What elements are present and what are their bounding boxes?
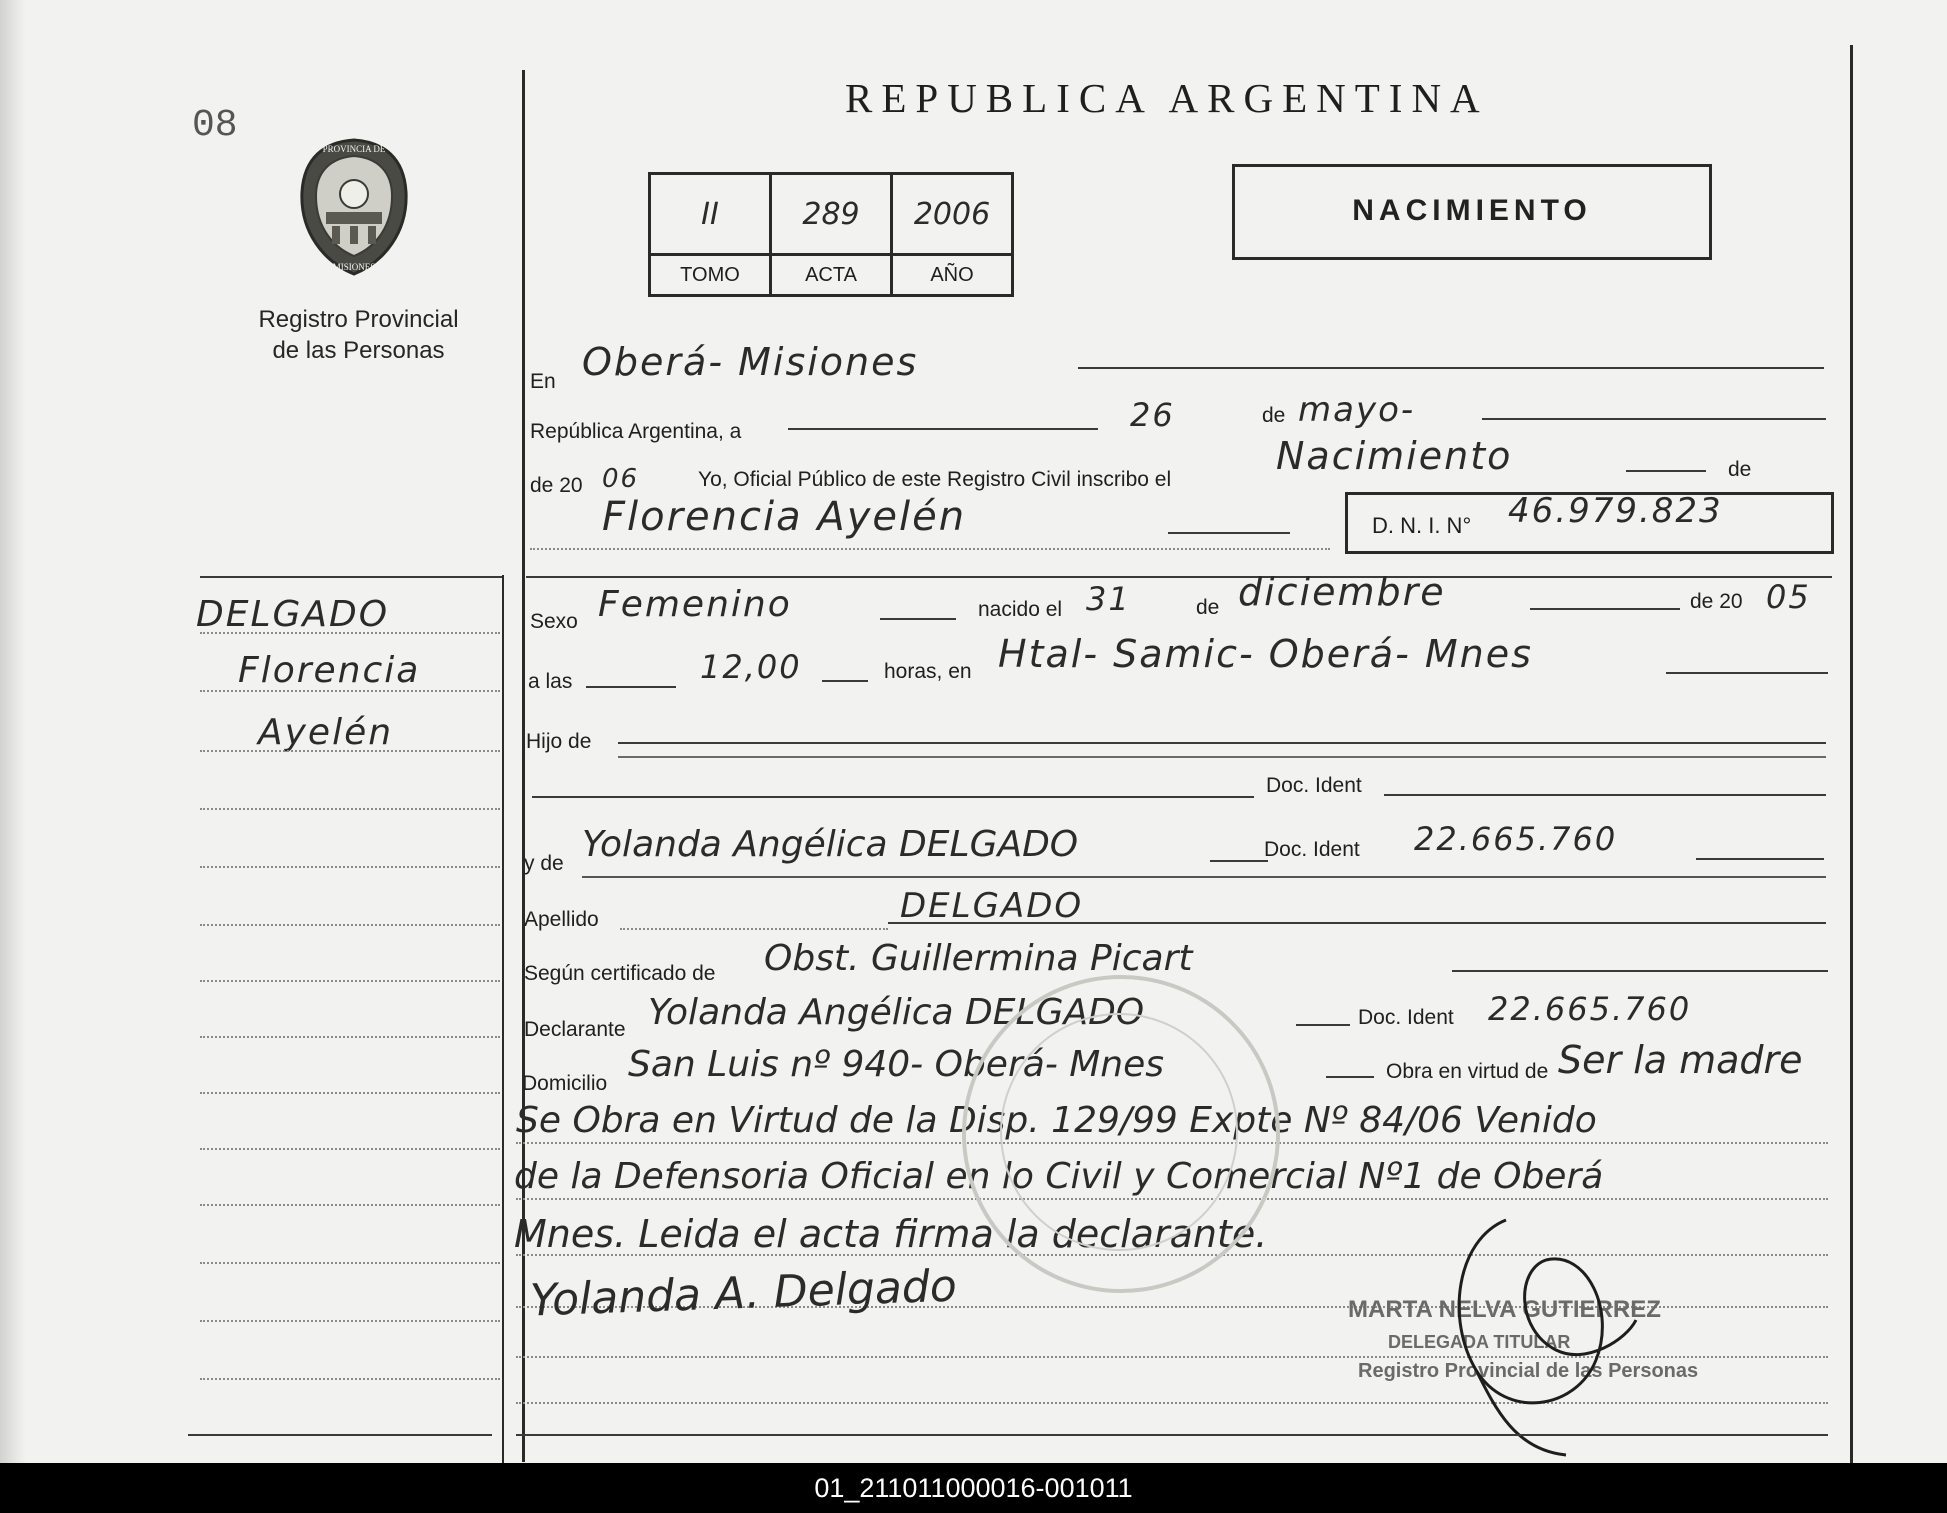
declarant-signature: Yolanda A. Delgado xyxy=(529,1260,958,1327)
margin-name-line1: DELGADO xyxy=(196,594,390,635)
value-lugar: Oberá- Misiones xyxy=(582,340,919,384)
label-segun: Según certificado de xyxy=(524,962,716,985)
value-apellido: DELGADO xyxy=(900,886,1084,926)
label-apellido: Apellido xyxy=(524,908,599,931)
label-de-2: de xyxy=(1196,596,1220,619)
label-de: de xyxy=(1262,404,1286,427)
section-rule xyxy=(526,576,1832,578)
line-sexo xyxy=(880,618,956,620)
value-nac-anio: 05 xyxy=(1766,578,1811,616)
official-office: Registro Provincial de las Personas xyxy=(1358,1360,1699,1382)
tomo-label: TOMO xyxy=(650,255,771,296)
line-tipo xyxy=(1626,470,1706,472)
margin-name-line2: Florencia xyxy=(238,650,421,691)
label-a-las: a las xyxy=(528,670,573,693)
value-dia: 26 xyxy=(1130,396,1175,434)
margin-line xyxy=(200,1036,500,1038)
line-nombre xyxy=(1168,532,1290,534)
value-mes: mayo- xyxy=(1298,390,1416,430)
line-mes xyxy=(1482,418,1826,420)
line-doc1-right xyxy=(1384,794,1826,796)
acta-value: 289 xyxy=(771,174,892,255)
margin-line xyxy=(200,690,500,692)
page-spine xyxy=(0,0,26,1463)
official-name: MARTA NELVA GUTIERREZ xyxy=(1348,1296,1661,1323)
value-domicilio: San Luis nº 940- Oberá- Mnes xyxy=(628,1044,1165,1085)
registry-label xyxy=(236,304,481,366)
value-anio: 06 xyxy=(602,464,640,494)
right-edge-rule xyxy=(1850,45,1853,1463)
line-y-de-base xyxy=(582,876,1826,878)
margin-line xyxy=(200,1378,500,1380)
line-en xyxy=(1078,367,1824,369)
country-title: REPUBLICA ARGENTINA xyxy=(845,75,1489,121)
value-nac-mes: diciembre xyxy=(1238,570,1446,614)
logo-text-top: PROVINCIA DE xyxy=(322,144,386,154)
value-lugar-nac: Htal- Samic- Oberá- Mnes xyxy=(998,632,1533,676)
label-de-end: de xyxy=(1728,458,1752,481)
record-box xyxy=(648,172,1014,297)
anio-label: AÑO xyxy=(892,255,1013,296)
line-declarante xyxy=(1296,1024,1350,1026)
label-de20-2: de 20 xyxy=(1690,590,1743,613)
line-lugar-nac xyxy=(1666,672,1828,674)
line-apellido xyxy=(888,922,1826,924)
value-nombre: Florencia Ayelén xyxy=(602,494,967,540)
document-type-box: NACIMIENTO xyxy=(1232,164,1712,260)
line-domicilio xyxy=(1326,1076,1374,1078)
margin-line xyxy=(200,1320,500,1322)
margin-line xyxy=(200,632,500,634)
footer-code: 01_211011000016-001011 xyxy=(0,1463,1947,1513)
value-madre: Yolanda Angélica DELGADO xyxy=(582,824,1079,865)
margin-line xyxy=(200,866,500,868)
value-certificado: Obst. Guillermina Picart xyxy=(764,938,1193,979)
value-madre-doc: 22.665.760 xyxy=(1414,820,1618,858)
label-hijo-de: Hijo de xyxy=(526,730,592,753)
label-sexo: Sexo xyxy=(530,610,578,633)
value-obs-line2: de la Defensoria Oficial en lo Civil y Comercial Nº1 de Oberá xyxy=(514,1156,1604,1197)
official-signature-icon xyxy=(1436,1200,1646,1460)
label-horas-en: horas, en xyxy=(884,660,972,683)
inner-column-rule xyxy=(502,575,504,1465)
margin-line xyxy=(200,1262,500,1264)
margin-line xyxy=(200,1204,500,1206)
line-republica xyxy=(788,428,1098,430)
margin-line xyxy=(200,1092,500,1094)
margin-line xyxy=(200,808,500,810)
label-obra-virtud: Obra en virtud de xyxy=(1386,1060,1549,1083)
value-declarante: Yolanda Angélica DELGADO xyxy=(648,992,1145,1033)
bottom-rule xyxy=(516,1434,1828,1436)
registry-label-line1: Registro Provincial xyxy=(258,306,459,333)
misiones-coat-of-arms-icon xyxy=(292,136,416,278)
value-obs-line3: Mnes. Leida el acta firma la declarante. xyxy=(514,1212,1268,1256)
line-nombre-base xyxy=(530,548,1330,550)
label-doc-ident-3: Doc. Ident xyxy=(1358,1006,1454,1029)
registry-label-line2: de las Personas xyxy=(272,337,445,364)
margin-line xyxy=(200,750,500,752)
line-doc1-left xyxy=(532,796,1254,798)
label-y-de: y de xyxy=(524,852,564,875)
value-obra-virtud: Ser la madre xyxy=(1558,1038,1803,1082)
official-seal-inner-icon xyxy=(1000,1013,1238,1251)
margin-name-line3: Ayelén xyxy=(258,712,394,753)
label-doc-ident-2: Doc. Ident xyxy=(1264,838,1360,861)
line-madre-doc xyxy=(1696,858,1824,860)
stamp-number: 08 xyxy=(192,104,238,147)
margin-line xyxy=(200,924,500,926)
line-hora xyxy=(822,680,868,682)
value-declarante-doc: 22.665.760 xyxy=(1488,990,1692,1028)
label-dni: D. N. I. N° xyxy=(1372,513,1472,538)
label-republica: República Argentina, a xyxy=(530,420,742,443)
margin-line xyxy=(200,1148,500,1150)
line-madre xyxy=(1210,860,1268,862)
logo-text-bottom: MISIONES xyxy=(332,262,376,272)
label-yo-oficial: Yo, Oficial Público de este Registro Civil inscribo el xyxy=(698,468,1172,491)
tomo-value: II xyxy=(650,174,771,255)
value-dni: 46.979.823 xyxy=(1508,491,1723,531)
margin-line xyxy=(200,980,500,982)
label-de20: de 20 xyxy=(530,474,583,497)
label-doc-ident-1: Doc. Ident xyxy=(1266,774,1362,797)
line-a-las xyxy=(586,686,676,688)
anio-value: 2006 xyxy=(892,174,1013,255)
line-apellido-left xyxy=(620,928,888,930)
value-nac-dia: 31 xyxy=(1086,580,1131,618)
acta-label: ACTA xyxy=(771,255,892,296)
margin-bottom-rule xyxy=(188,1434,492,1436)
line-hijo-de-2 xyxy=(618,756,1826,758)
label-declarante: Declarante xyxy=(524,1018,626,1041)
value-sexo: Femenino xyxy=(598,584,792,625)
line-certificado xyxy=(1452,970,1828,972)
margin-top-rule xyxy=(200,576,502,578)
value-obs-line1: Se Obra en Virtud de la Disp. 129/99 Expte Nº 84/06 Venido xyxy=(516,1100,1597,1141)
line-hijo-de xyxy=(618,742,1826,744)
label-en: En xyxy=(530,370,556,393)
label-nacido-el: nacido el xyxy=(978,598,1063,621)
value-tipo: Nacimiento xyxy=(1276,434,1513,478)
label-domicilio: Domicilio xyxy=(522,1072,608,1095)
line-nac-mes xyxy=(1530,608,1680,610)
value-hora: 12,00 xyxy=(700,648,802,686)
official-role: DELEGADA TITULAR xyxy=(1388,1332,1571,1352)
dni-box xyxy=(1345,492,1834,554)
